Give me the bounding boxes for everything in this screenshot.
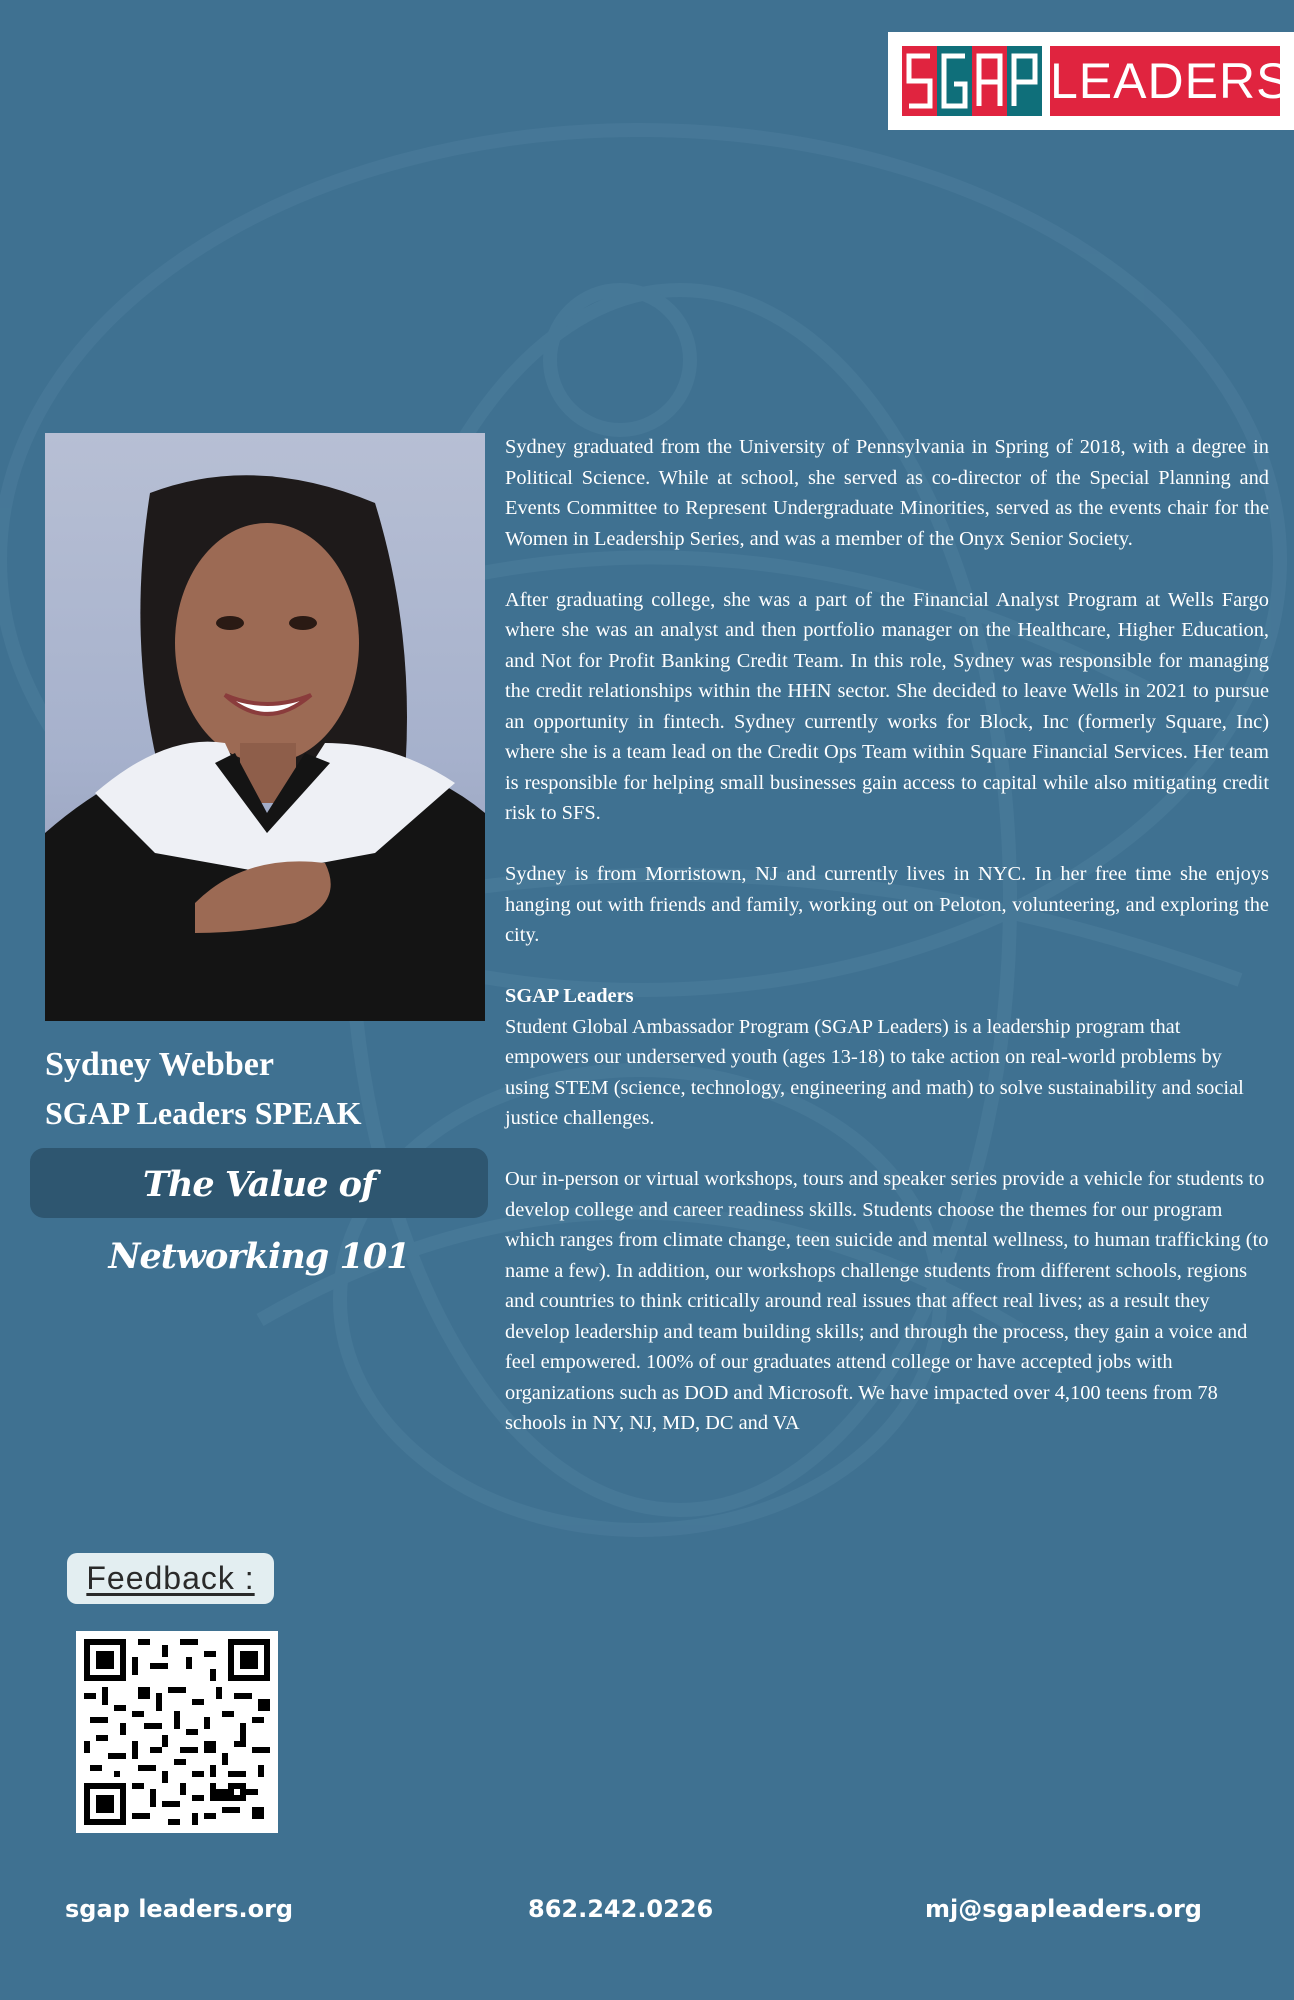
speaker-series: SGAP Leaders SPEAK bbox=[45, 1095, 362, 1131]
footer-email[interactable]: mj@sgapleaders.org bbox=[925, 1895, 1202, 1923]
talk-title: The Value of Networking 101 bbox=[108, 1164, 410, 1277]
feedback-label[interactable]: Feedback : bbox=[67, 1553, 274, 1604]
bio-section bbox=[505, 432, 1269, 1469]
bio-paragraph-3: Sydney is from Morristown, NJ and currently lives in NYC. In her free time she enjoys hanging out with friends and family, working out on Peloton, volunteering, and exploring the city. bbox=[505, 863, 1269, 946]
sgap-logo-mark bbox=[902, 46, 1042, 116]
org-paragraph-2: Our in-person or virtual workshops, tours and speaker series provide a vehicle for students to develop college and career readiness skills. Students choose the themes for our program which ranges from climate change, teen suicide and mental wellness, to human trafficking (to name a few). In addition, our workshops challenge students from different schools, regions and countries to think critically around real issues that affect real lives; as a result they develop leadership and team building skills; and through the process, they gain a voice and feel empowered. 100% of our graduates attend college or have accepted jobs with organizations such as DOD and Microsoft. We have impacted over 4,100 teens from 78 schools in NY, NJ, MD, DC and VA bbox=[505, 1168, 1269, 1434]
speaker-name: Sydney Webber bbox=[45, 1046, 274, 1083]
feedback-qr-code[interactable] bbox=[76, 1631, 278, 1833]
org-paragraph-1: Student Global Ambassador Program (SGAP Leaders) is a leadership program that empowers our underserved youth (ages 13-18) to take action on real-world problems by using STEM (science, technology, engineering and math) to solve sustainability and social justice challenges. bbox=[505, 1015, 1244, 1129]
org-title: SGAP Leaders bbox=[505, 985, 634, 1007]
speaker-photo bbox=[45, 433, 485, 1021]
bio-paragraph-1: Sydney graduated from the University of Pennsylvania in Spring of 2018, with a degree in Political Science. While at school, she served as co-director of the Special Planning and Events Committee to Represent Undergraduate Minorities, served as the events chair for the Women in Leadership Series, and was a member of the Onyx Senior Society. bbox=[505, 436, 1269, 550]
talk-title-badge bbox=[30, 1148, 488, 1277]
logo-leaders-text: LEADERS bbox=[1050, 46, 1280, 116]
bio-paragraph-2: After graduating college, she was a part of the Financial Analyst Program at Wells Fargo where she was an analyst and then portfolio manager on the Healthcare, Higher Education, and Not for Profit Banking Credit Team. In this role, Sydney was responsible for managing the credit relationships within the HHN sector. She decided to leave Wells in 2021 to pursue an opportunity in fintech. Sydney currently works for Block, Inc (formerly Square, Inc) where she is a team lead on the Credit Ops Team within Square Financial Services. Her team is responsible for helping small businesses gain access to capital while also mitigating credit risk to SFS. bbox=[505, 588, 1269, 824]
footer-website[interactable]: sgap leaders.org bbox=[65, 1895, 294, 1923]
footer-phone[interactable]: 862.242.0226 bbox=[528, 1895, 714, 1923]
sgap-leaders-logo bbox=[888, 32, 1294, 130]
